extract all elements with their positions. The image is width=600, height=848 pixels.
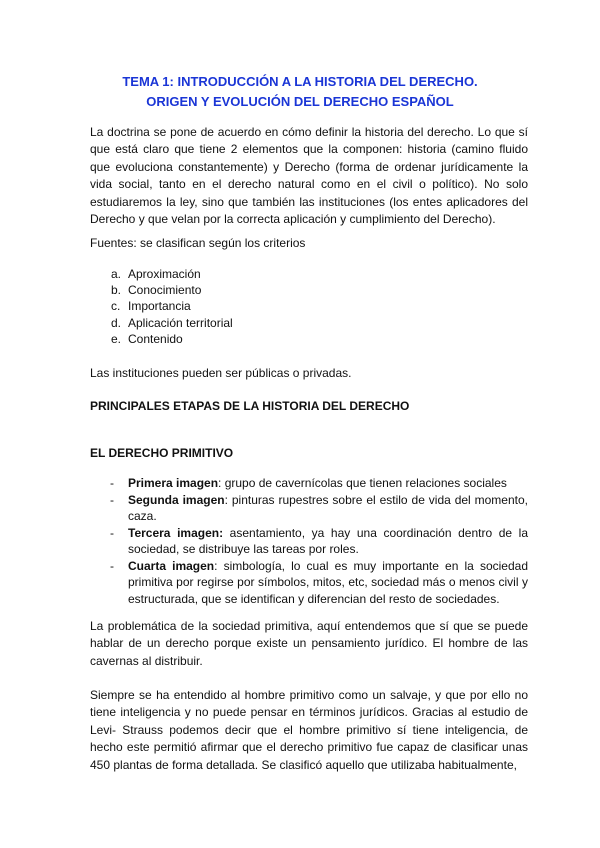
- list-item: [90, 558, 528, 608]
- list-marker: e.: [111, 331, 122, 346]
- list-marker: b.: [111, 283, 122, 298]
- list-item: [90, 282, 233, 298]
- list-item-text: Importancia: [128, 299, 191, 314]
- list-item: [90, 331, 233, 347]
- fuentes-lead: Fuentes: se clasifican según los criterios: [90, 236, 306, 250]
- list-term: Segunda imagen: [128, 492, 225, 507]
- list-item-text: : pinturas rupestres sobre el estilo de vida del momento, caza.: [128, 492, 528, 523]
- document-title: [60, 72, 540, 112]
- instituciones-paragraph: Las instituciones pueden ser públicas o privadas.: [90, 366, 352, 380]
- intro-paragraph: La doctrina se pone de acuerdo en cómo definir la historia del derecho. Lo que sí que está claro que tiene 2 elementos que la componen: historia (camino fluido que evoluciona constantemente) y Derecho (forma de ordenar jurídicamente la vida social, tanto en el derecho natural como en el civil o político). No solo estudiaremos la ley, sino que también las instituciones (los entes aplicadores del Derecho y que velan por la correcta aplicación y cumplimiento del Derecho).: [90, 125, 528, 227]
- list-term: Cuarta imagen: [128, 558, 215, 573]
- list-item: [90, 298, 233, 314]
- list-item: [90, 266, 233, 282]
- list-item-text: Contenido: [128, 331, 183, 346]
- list-item-text: Conocimiento: [128, 283, 202, 298]
- list-marker: c.: [111, 299, 121, 314]
- list-term: Primera imagen: [128, 476, 219, 490]
- siempre-paragraph: Siempre se ha entendido al hombre primitivo como un salvaje, y que por ello no tiene inteligencia y no puede pensar en términos jurídicos. Gracias al estudio de Levi- Strauss podemos decir que el hombre primitivo sí tiene inteligencia, de hecho este permitió afirmar que el derecho primitivo fue capaz de clasificar unas 450 plantas de forma detallada. Se clasificó aquello que utilizaba habitualmente,: [90, 688, 528, 772]
- list-dash: -: [110, 492, 114, 507]
- list-item: [90, 475, 528, 492]
- list-dash: -: [110, 476, 114, 490]
- list-marker: a.: [111, 267, 122, 281]
- list-item-text: asentamiento, ya hay una coordinación dentro de la sociedad, se distribuye las tareas por roles.: [128, 525, 528, 556]
- list-item: [90, 315, 233, 331]
- fuentes-list: [90, 266, 233, 347]
- section-heading-primitivo: EL DERECHO PRIMITIVO: [90, 446, 234, 460]
- list-item-text: Aproximación: [128, 267, 201, 281]
- list-item: [90, 492, 528, 525]
- title-line-1: TEMA 1: INTRODUCCIÓN A LA HISTORIA DEL DERECHO.: [122, 74, 478, 89]
- list-item: [90, 525, 528, 558]
- list-item-text: : simbología, lo cual es muy importante en la sociedad primitiva por regirse por símbolos, mitos, etc, sociedad más o menos civil y estructurada, que se identifican y diferencian del resto de sociedades.: [128, 558, 528, 606]
- list-marker: d.: [111, 315, 122, 330]
- list-term: Tercera imagen:: [128, 525, 224, 540]
- list-item-text: Aplicación territorial: [128, 315, 233, 330]
- imagenes-list: [90, 475, 528, 607]
- list-dash: -: [110, 558, 114, 573]
- list-dash: -: [110, 525, 114, 540]
- title-line-2: ORIGEN Y EVOLUCIÓN DEL DERECHO ESPAÑOL: [146, 94, 454, 109]
- section-heading-etapas: PRINCIPALES ETAPAS DE LA HISTORIA DEL DERECHO: [90, 399, 410, 413]
- problematica-paragraph: La problemática de la sociedad primitiva, aquí entendemos que sí que se puede hablar de un derecho porque existe un pensamiento jurídico. El hombre de las cavernas al distribuir.: [90, 619, 528, 668]
- list-item-text: : grupo de cavernícolas que tienen relaciones sociales: [218, 476, 507, 490]
